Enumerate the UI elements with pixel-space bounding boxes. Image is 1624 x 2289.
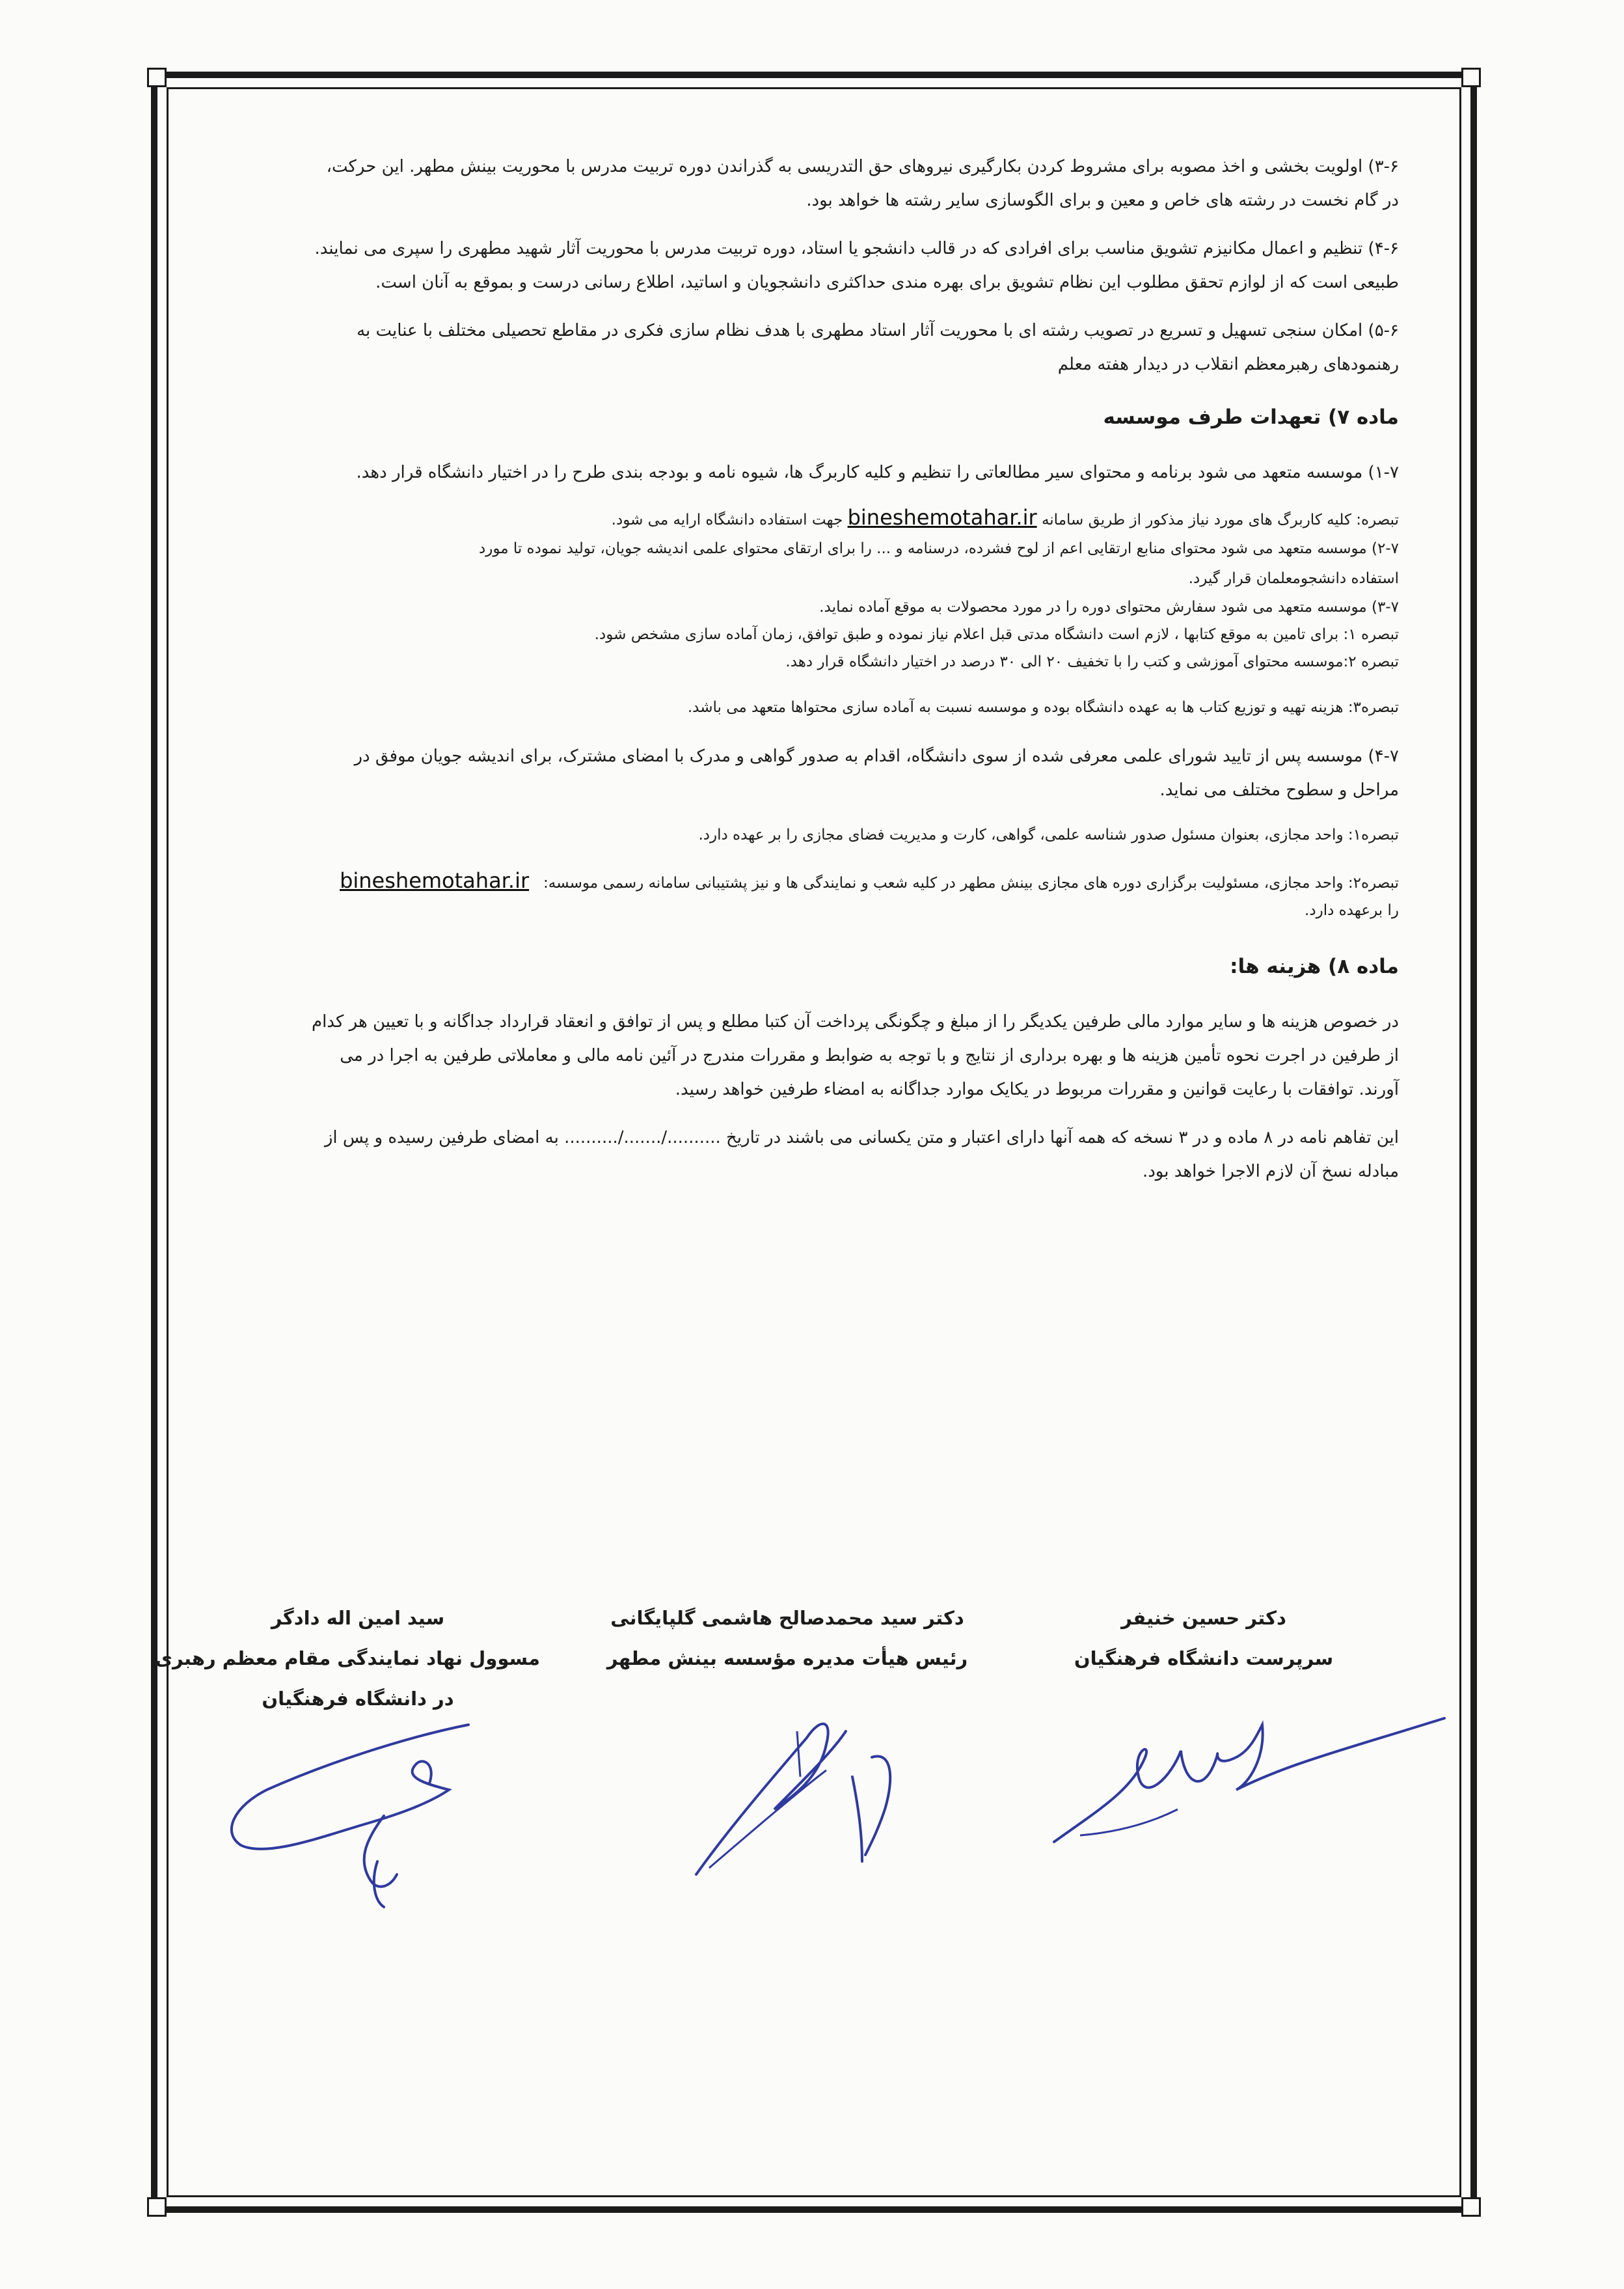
clause-7-3: ۳-۷) موسسه متعهد می شود سفارش محتوای دوره را در مورد محصولات به موقع آماده نماید. [819, 599, 1399, 616]
article-7-heading: ماده ۷) تعهدات طرف موسسه [1103, 405, 1399, 429]
clause-line: ۲-۷) موسسه متعهد می شود محتوای منابع ارتقایی اعم از لوح فشرده، درسنامه و ... را برای ارتقای محتوای علمی اندیشه جویان، تولید نموده تا مورد [478, 540, 1399, 557]
signatory-title: در دانشگاه فرهنگیان [262, 1688, 454, 1710]
note-7-3-3: تبصره۳: هزینه تهیه و توزیع کتاب ها به عهده دانشگاه بوده و موسسه نسبت به آماده سازی محتواها متعهد می باشد. [687, 699, 1399, 716]
clause-6-3 [215, 150, 1399, 217]
website-link[interactable]: bineshemotahar.ir [847, 505, 1037, 530]
body-line: مبادله نسخ آن لازم الاجرا خواهد بود. [1142, 1162, 1399, 1181]
signatory-1 [1035, 1598, 1373, 1679]
note-7-3-1: تبصره ۱: برای تامین به موقع کتابها ، لازم است دانشگاه مدتی قبل اعلام نیاز نموده و طبق توافق، زمان آماده سازی مشخص شود. [594, 626, 1399, 643]
body-line: آورند. توافقات با رعایت قوانین و مقررات مربوط در یکایک موارد جداگانه به امضاء طرفین خواهد رسید. [675, 1080, 1399, 1099]
frame-corner-bottom-left [147, 2197, 167, 2217]
body-line: از طرفین در اجرت نحوه تأمین هزینه ها و بهره برداری از نتایج و با توجه به ضوابط و مقررات مندرج در آئین نامه مالی و معاملاتی طرفین به اجرا در می [340, 1046, 1399, 1065]
note-7-1 [215, 504, 1399, 534]
signatory-name: سید امین اله دادگر [271, 1607, 445, 1629]
note-text: تبصره: کلیه کاربرگ های مورد نیاز مذکور از طریق سامانه [1041, 512, 1399, 528]
clause-7-4 [215, 739, 1399, 807]
note-text: تبصره۲: واحد مجازی، مسئولیت برگزاری دوره های مجازی بینش مطهر در کلیه شعب و نمایندگی ها و نیز پشتیبانی سامانه رسمی موسسه: [543, 875, 1399, 892]
clause-line: ۴-۷) موسسه پس از تایید شورای علمی معرفی شده از سوی دانشگاه، اقدام به صدور گواهی و مدرک با امضای مشترک، برای اندیشه جویان موفق در [354, 747, 1399, 766]
body-line: در خصوص هزینه ها و سایر موارد مالی طرفین یکدیگر را از مبلغ و چگونگی پرداخت آن کتبا مطلع و پس از توافق و انعقاد قرارداد جداگانه و با تعیین هر کدام [312, 1012, 1399, 1032]
clause-line: استفاده دانشجومعلمان قرار گیرد. [1188, 570, 1399, 587]
signature-1-drawing [1041, 1679, 1457, 1874]
note-7-3-2: تبصره ۲:موسسه محتوای آموزشی و کتب را با تخفیف ۲۰ الی ۳۰ درصد در اختیار دانشگاه قرار دهد. [785, 653, 1399, 670]
signatory-2 [579, 1598, 995, 1679]
clause-line: ۱-۷) موسسه متعهد می شود برنامه و محتوای سیر مطالعاتی را تنظیم و کلیه کاربرگ ها، شیوه نامه و بودجه بندی طرح را در اختیار دانشگاه قرار دهد. [356, 463, 1399, 482]
clause-line: مراحل و سطوح مختلف می نماید. [1159, 780, 1399, 800]
closing-paragraph [215, 1121, 1399, 1188]
clause-line: ۳-۶) اولویت بخشی و اخذ مصوبه برای مشروط کردن بکارگیری نیروهای حق التدریسی به گذراندن دوره تربیت مدرس با محوریت بینش مطهر. این حرکت، [326, 157, 1399, 176]
clause-line: رهنمودهای رهبرمعظم انقلاب در دیدار هفته معلم [1057, 355, 1399, 374]
note-7-4-2 [215, 867, 1399, 897]
signatory-title: رئیس هیأت مدیره مؤسسه بینش مطهر [606, 1647, 968, 1669]
signatory-name: دکتر سید محمدصالح هاشمی گلپایگانی [610, 1607, 964, 1629]
note-7-4-1: تبصره۱: واحد مجازی، بعنوان مسئول صدور شناسه علمی، گواهی، کارت و مدیریت فضای مجازی را بر عهده دارد. [698, 827, 1399, 843]
body-line: این تفاهم نامه در ۸ ماده و در ۳ نسخه که همه آنها دارای اعتبار و متن یکسانی می باشند در تاریخ ........../......./.......... به امضای طرفین رسیده و پس از [324, 1128, 1399, 1147]
signature-2-drawing [677, 1679, 937, 1894]
frame-corner-bottom-right [1461, 2197, 1481, 2217]
signatory-title: سرپرست دانشگاه فرهنگیان [1074, 1647, 1334, 1669]
article-8-body [215, 1005, 1399, 1106]
clause-6-5 [215, 314, 1399, 381]
article-8-heading: ماده ۸) هزینه ها: [1230, 955, 1399, 978]
clause-line: ۵-۶) امکان سنجی تسهیل و تسریع در تصویب رشته ای با محوریت آثار استاد مطهری با هدف نظام سازی فکری در مقاطع تحصیلی مختلف با عنایت به [357, 321, 1399, 340]
frame-corner-top-left [147, 68, 167, 87]
website-link[interactable]: bineshemotahar.ir [340, 868, 530, 893]
signatory-name: دکتر حسین خنیفر [1121, 1607, 1286, 1629]
clause-line: طبیعی است که از لوازم تحقق مطلوب این نظام تشویق برای بهره مندی حداکثری دانشجویان و اساتید، اطلاع رسانی درست و بموقع به آنان است. [375, 273, 1399, 292]
note-text: جهت استفاده دانشگاه ارایه می شود. [611, 512, 843, 528]
clause-7-1 [215, 456, 1399, 489]
clause-line: در گام نخست در رشته های خاص و معین و برای الگوسازی سایر رشته ها خواهد بود. [806, 191, 1399, 210]
signature-3-drawing [208, 1692, 521, 1926]
note-7-4-2-end: را برعهده دارد. [1305, 902, 1399, 919]
frame-corner-top-right [1461, 68, 1481, 87]
clause-7-2 [215, 534, 1399, 594]
signatory-title: مسوول نهاد نمایندگی مقام معظم رهبری [155, 1647, 540, 1669]
clause-line: ۴-۶) تنظیم و اعمال مکانیزم تشویق مناسب برای افرادی که در قالب دانشجو یا استاد، دوره تربیت مدرس با محوریت آثار شهید مطهری را سپری می نمایند. [314, 239, 1399, 258]
document-body [215, 150, 1399, 1203]
clause-6-4 [215, 232, 1399, 299]
